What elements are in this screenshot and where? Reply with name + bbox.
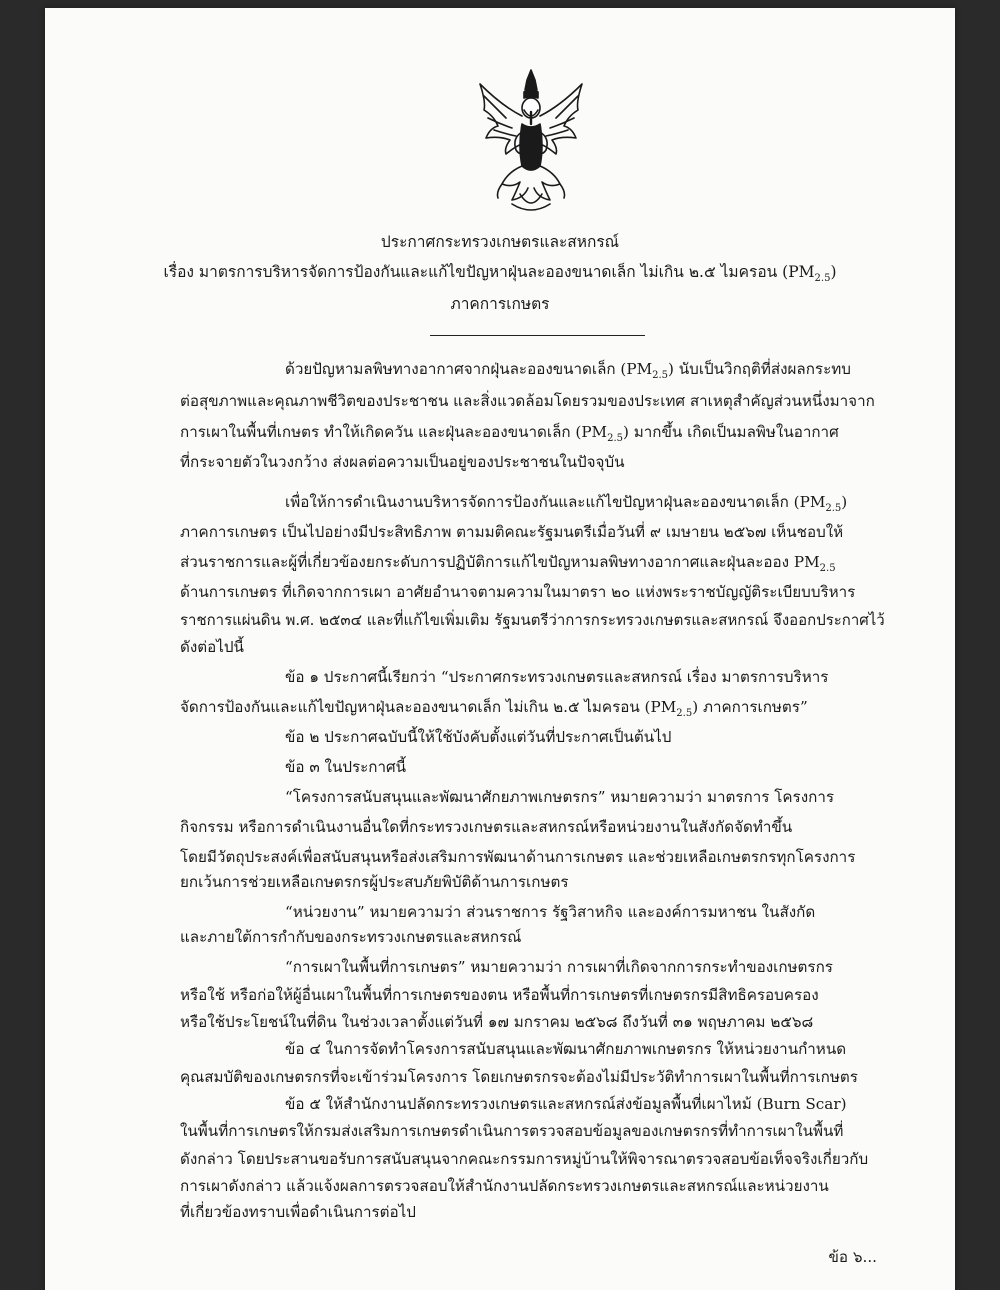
body-line: กิจกรรม หรือการดำเนินงานอื่นใดที่กระทรวงเกษตรและสหกรณ์หรือหน่วยงานในสังกัดจัดทำขึ้น	[180, 818, 793, 836]
body-line: ที่เกี่ยวข้องทราบเพื่อดำเนินการต่อไป	[180, 1203, 416, 1221]
title-divider	[430, 335, 645, 336]
title-line-3: ภาคการเกษตร	[450, 295, 550, 313]
garuda-emblem-icon	[472, 66, 590, 216]
body-line: ส่วนราชการและผู้ที่เกี่ยวข้องยกระดับการปฏิบัติการแก้ไขปัญหามลพิษทางอากาศและฝุ่นละออง $PM_{2.5}$	[180, 553, 836, 575]
title-line-1: ประกาศกระทรวงเกษตรและสหกรณ์	[380, 233, 620, 251]
body-line: โดยมีวัตถุประสงค์เพื่อสนับสนุนหรือส่งเสริมการพัฒนาด้านการเกษตร และช่วยเหลือเกษตรกรทุกโครงการ	[180, 848, 856, 866]
body-line: ยกเว้นการช่วยเหลือเกษตรกรผู้ประสบภัยพิบัติด้านการเกษตร	[180, 873, 569, 891]
body-line: หรือใช้ หรือก่อให้ผู้อื่นเผาในพื้นที่การเกษตรของตน หรือพื้นที่การเกษตรที่เกษตรกรมีสิทธิครอบครอง	[180, 986, 819, 1004]
body-line: คุณสมบัติของเกษตรกรที่จะเข้าร่วมโครงการ โดยเกษตรกรจะต้องไม่มีประวัติทำการเผาในพื้นที่การเกษตร	[180, 1068, 858, 1086]
body-line: การเผาในพื้นที่เกษตร ทำให้เกิดควัน และฝุ่นละอองขนาดเล็ก $(PM_{2.5})$ มากขึ้น เกิดเป็นมลพิษในอากาศ	[180, 423, 839, 445]
clause-3-line: ข้อ ๓ ในประกาศนี้	[285, 758, 407, 776]
clause-1-line: ข้อ ๑ ประกาศนี้เรียกว่า “ประกาศกระทรวงเกษตรและสหกรณ์ เรื่อง มาตรการบริหาร	[285, 668, 829, 686]
continuation-marker: ข้อ ๖...	[828, 1248, 877, 1266]
body-line: การเผาดังกล่าว แล้วแจ้งผลการตรวจสอบให้สำนักงานปลัดกระทรวงเกษตรและสหกรณ์และหน่วยงาน	[180, 1177, 829, 1195]
clause-2-line: ข้อ ๒ ประกาศฉบับนี้ให้ใช้บังคับตั้งแต่วันที่ประกาศเป็นต้นไป	[285, 728, 672, 746]
body-line: ดังต่อไปนี้	[180, 638, 244, 656]
body-line: ดังกล่าว โดยประสานขอรับการสนับสนุนจากคณะกรรมการหมู่บ้านให้พิจารณาตรวจสอบข้อเท็จจริงเกี่ยวกับ	[180, 1150, 869, 1168]
body-line: ด้านการเกษตร ที่เกิดจากการเผา อาศัยอำนาจตามความในมาตรา ๒๐ แห่งพระราชบัญญัติระเบียบบริหาร	[180, 583, 856, 601]
body-line: จัดการป้องกันและแก้ไขปัญหาฝุ่นละอองขนาดเล็ก ไม่เกิน ๒.๕ ไมครอน $(PM_{2.5})$ ภาคการเกษตร”	[180, 698, 808, 720]
body-line: ต่อสุขภาพและคุณภาพชีวิตของประชาชน และสิ่งแวดล้อมโดยรวมของประเทศ สาเหตุสำคัญส่วนหนึ่งมาจาก	[180, 392, 875, 410]
body-line: หรือใช้ประโยชน์ในที่ดิน ในช่วงเวลาตั้งแต่วันที่ ๑๗ มกราคม ๒๕๖๘ ถึงวันที่ ๓๑ พฤษภาคม ๒๕๖๘	[180, 1013, 814, 1031]
body-line: ที่กระจายตัวในวงกว้าง ส่งผลต่อความเป็นอยู่ของประชาชนในปัจจุบัน	[180, 453, 625, 471]
definition-line: “การเผาในพื้นที่การเกษตร” หมายความว่า การเผาที่เกิดจากการกระทำของเกษตรกร	[285, 958, 833, 976]
definition-line: “โครงการสนับสนุนและพัฒนาศักยภาพเกษตรกร” หมายความว่า มาตรการ โครงการ	[285, 788, 835, 806]
definition-line: “หน่วยงาน” หมายความว่า ส่วนราชการ รัฐวิสาหกิจ และองค์การมหาชน ในสังกัด	[285, 903, 816, 921]
document-page	[45, 8, 955, 1290]
body-line: ด้วยปัญหามลพิษทางอากาศจากฝุ่นละอองขนาดเล็ก $(PM_{2.5})$ นับเป็นวิกฤติที่ส่งผลกระทบ	[285, 360, 851, 382]
body-line: ในพื้นที่การเกษตรให้กรมส่งเสริมการเกษตรดำเนินการตรวจสอบข้อมูลของเกษตรกรที่ทำการเผาในพื้นที่	[180, 1122, 844, 1140]
body-line: เพื่อให้การดำเนินงานบริหารจัดการป้องกันและแก้ไขปัญหาฝุ่นละอองขนาดเล็ก $(PM_{2.5})$	[285, 493, 848, 515]
body-line: และภายใต้การกำกับของกระทรวงเกษตรและสหกรณ์	[180, 928, 522, 946]
clause-4-line: ข้อ ๔ ในการจัดทำโครงการสนับสนุนและพัฒนาศักยภาพเกษตรกร ให้หน่วยงานกำหนด	[285, 1040, 847, 1058]
title-line-2: เรื่อง มาตรการบริหารจัดการป้องกันและแก้ไขปัญหาฝุ่นละอองขนาดเล็ก ไม่เกิน ๒.๕ ไมครอน $(PM_{2.5})$	[163, 263, 837, 285]
body-line: ภาคการเกษตร เป็นไปอย่างมีประสิทธิภาพ ตามมติคณะรัฐมนตรีเมื่อวันที่ ๙ เมษายน ๒๕๖๗ เห็นชอบให้	[180, 523, 844, 541]
body-line: ราชการแผ่นดิน พ.ศ. ๒๕๓๔ และที่แก้ไขเพิ่มเติม รัฐมนตรีว่าการกระทรวงเกษตรและสหกรณ์ จึงออกประกาศไว้	[180, 611, 885, 629]
clause-5-line: ข้อ ๕ ให้สำนักงานปลัดกระทรวงเกษตรและสหกรณ์ส่งข้อมูลพื้นที่เผาไหม้ (Burn Scar)	[285, 1095, 847, 1113]
